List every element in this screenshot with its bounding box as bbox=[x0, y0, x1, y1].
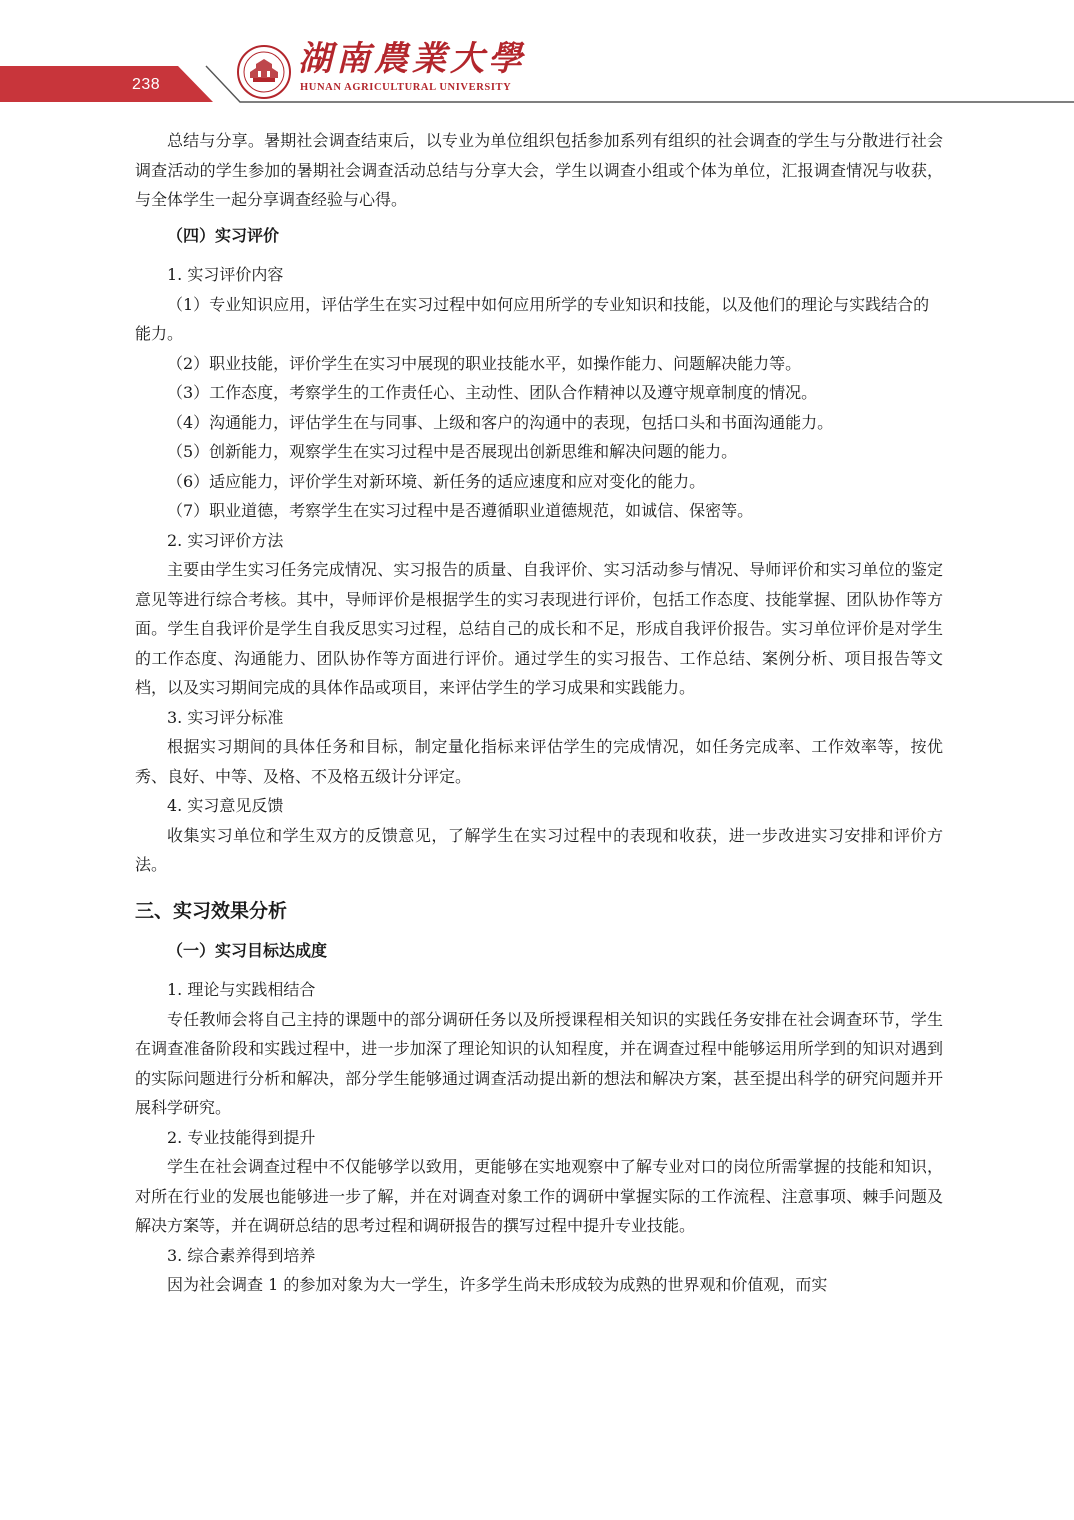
university-name-en: HUNAN AGRICULTURAL UNIVERSITY bbox=[300, 82, 512, 93]
university-seal-icon bbox=[236, 44, 292, 100]
literacy-paragraph: 因为社会调查 1 的参加对象为大一学生，许多学生尚未形成较为成熟的世界观和价值观，而实 bbox=[167, 1275, 828, 1294]
list-item: （5）创新能力，观察学生在实习过程中是否展现出创新思维和解决问题的能力。 bbox=[167, 442, 738, 461]
list-item: （3）工作态度，考察学生的工作责任心、主动性、团队合作精神以及遵守规章制度的情况。 bbox=[167, 383, 818, 402]
list-item: （2）职业技能，评价学生在实习中展现的职业技能水平，如操作能力、问题解决能力等。 bbox=[167, 353, 802, 373]
skills-paragraph: 学生在社会调查过程中不仅能够学以致用，更能够在实地观察中了解专业对口的岗位所需掌握的技能和知识，对所在行业的发展也能够进一步了解，并在对调查对象工作的调研中掌握实际的工作流程、注意事项、棘手问题及解决方案等，并在调研总结的思考过程和调研报告的撰写过程中提升专业技能。 bbox=[135, 1157, 943, 1235]
document-body bbox=[135, 126, 943, 1300]
intro-paragraph: 总结与分享。暑期社会调查结束后，以专业为单位组织包括参加系列有组织的社会调查的学生与分散进行社会调查活动的学生参加的暑期社会调查活动总结与分享大会，学生以调查小组或个体为单位，汇报调查情况与收获，与全体学生一起分享调查经验与心得。 bbox=[135, 131, 943, 209]
evaluation-content-list bbox=[135, 290, 943, 526]
feedback-paragraph: 收集实习单位和学生双方的反馈意见，了解学生在实习过程中的表现和收获，进一步改进实习安排和评价方法。 bbox=[135, 825, 943, 874]
page-number: 238 bbox=[132, 76, 161, 93]
page-header bbox=[0, 0, 1074, 110]
scoring-standard-paragraph: 根据实习期间的具体任务和目标，制定量化指标来评估学生的完成情况，如任务完成率、工作效率等，按优秀、良好、中等、及格、不及格五级计分评定。 bbox=[135, 737, 943, 786]
list-item: （4）沟通能力，评估学生在与同事、上级和客户的沟通中的表现，包括口头和书面沟通能力。 bbox=[167, 412, 834, 432]
chapter-3-section-1-title: （一）实习目标达成度 bbox=[167, 940, 328, 960]
subsection-3-1-3-title: 3. 综合素养得到培养 bbox=[167, 1245, 316, 1265]
evaluation-method-paragraph: 主要由学生实习任务完成情况、实习报告的质量、自我评价、实习活动参与情况、导师评价和实习单位的鉴定意见等进行综合考核。其中，导师评价是根据学生的实习表现进行评价，包括工作态度、技能掌握、团队协作等方面。学生自我评价是学生自我反思实习过程，总结自己的成长和不足，形成自我评价报告。实习单位评价是对学生的工作态度、沟通能力、团队协作等方面进行评价。通过学生的实习报告、工作总结、案例分析、项目报告等文档，以及实习期间完成的具体作品或项目，来评估学生的学习成果和实践能力。 bbox=[135, 560, 943, 697]
list-item: （6）适应能力，评价学生对新环境、新任务的适应速度和应对变化的能力。 bbox=[167, 471, 706, 491]
university-name-cn: 湖南農業大學 bbox=[298, 39, 526, 79]
subsection-3-1-2-title: 2. 专业技能得到提升 bbox=[167, 1127, 316, 1147]
chapter-3-title: 三、实习效果分析 bbox=[135, 899, 288, 922]
subsection-4-1-title: 1. 实习评价内容 bbox=[167, 265, 284, 284]
subsection-4-2-title: 2. 实习评价方法 bbox=[167, 530, 284, 550]
list-item: （1）专业知识应用，评估学生在实习过程中如何应用所学的专业知识和技能，以及他们的理论与实践结合的能力。 bbox=[135, 294, 930, 343]
list-item: （7）职业道德，考察学生在实习过程中是否遵循职业道德规范，如诚信、保密等。 bbox=[167, 501, 754, 520]
subsection-3-1-1-title: 1. 理论与实践相结合 bbox=[167, 980, 316, 999]
section-4-title: （四）实习评价 bbox=[167, 225, 280, 245]
subsection-4-4-title: 4. 实习意见反馈 bbox=[167, 796, 284, 815]
header-band bbox=[0, 0, 1074, 110]
subsection-4-3-title: 3. 实习评分标准 bbox=[167, 707, 284, 727]
theory-practice-paragraph: 专任教师会将自己主持的课题中的部分调研任务以及所授课程相关知识的实践任务安排在社会调查环节，学生在调查准备阶段和实践过程中，进一步加深了理论知识的认知程度，并在调查过程中能够运用所学到的知识对遇到的实际问题进行分析和解决，部分学生能够通过调查活动提出新的想法和解决方案，甚至提出科学的研究问题并开展科学研究。 bbox=[135, 1009, 943, 1117]
